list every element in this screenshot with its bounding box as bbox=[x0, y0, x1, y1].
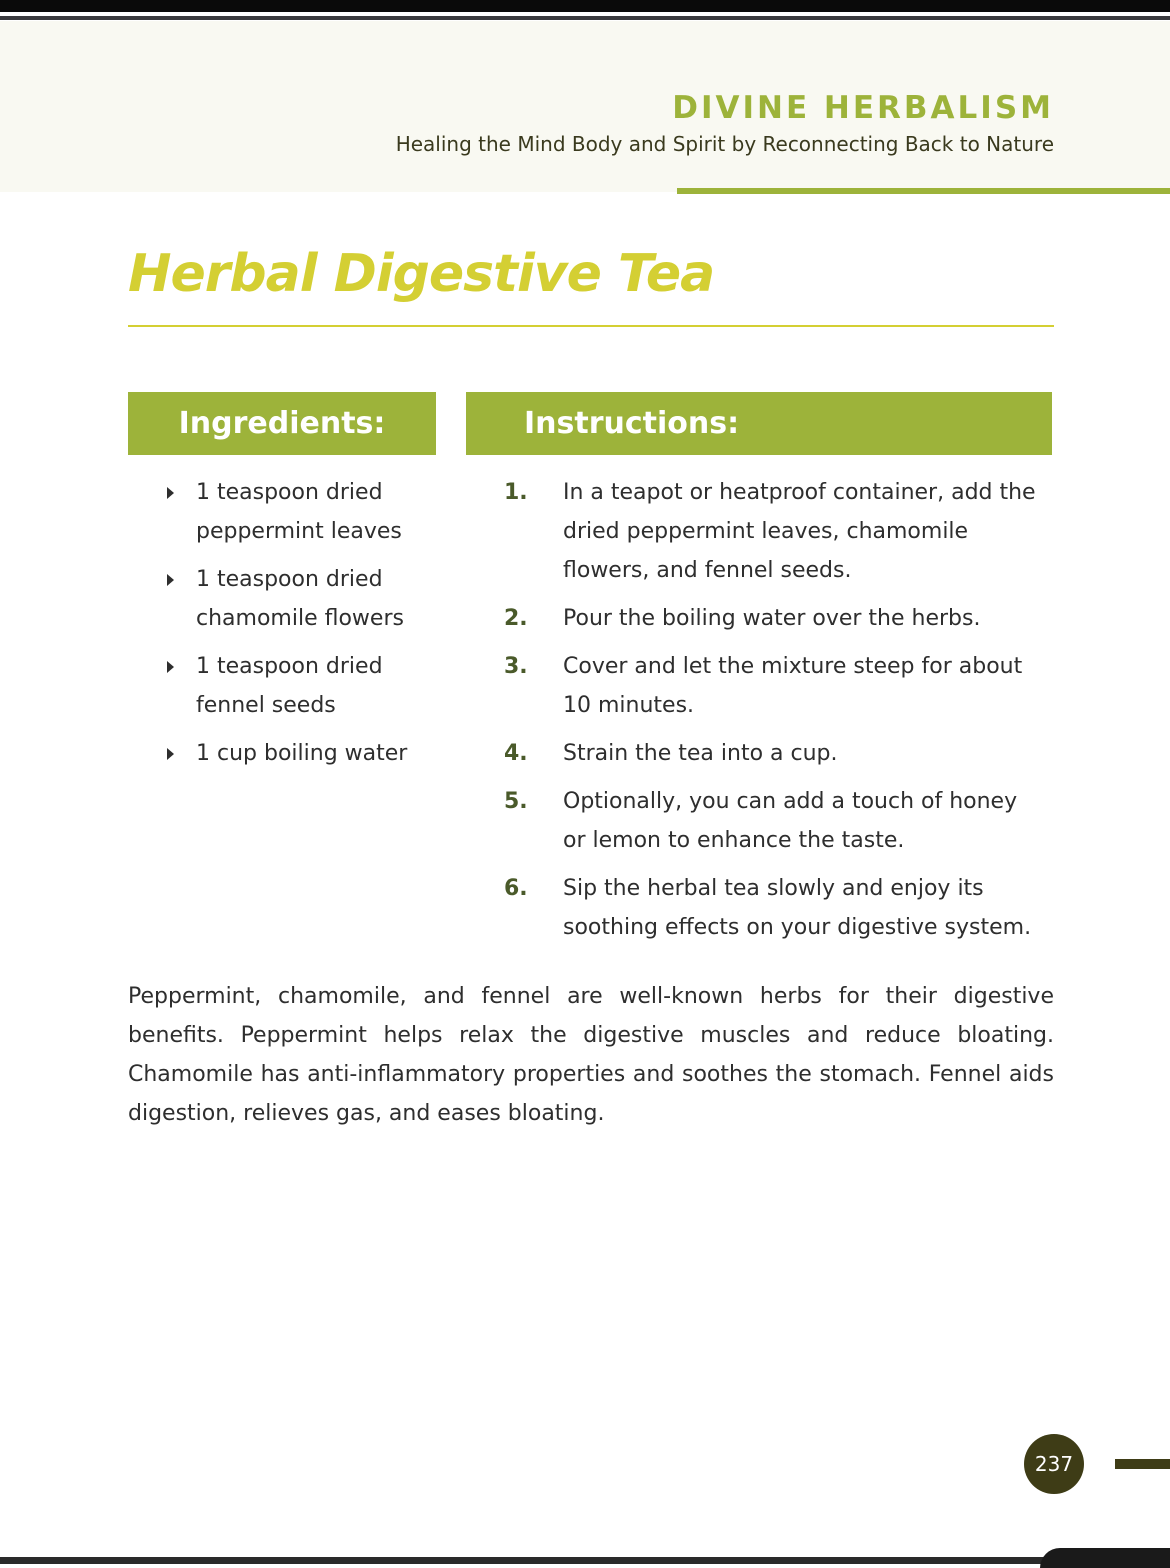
ingredient-item: 1 teaspoon dried peppermint leaves bbox=[163, 473, 433, 551]
ingredient-item: 1 teaspoon dried fennel seeds bbox=[163, 647, 433, 725]
instruction-step: 4. Strain the tea into a cup. bbox=[504, 741, 838, 766]
ingredients-heading: Ingredients: bbox=[128, 392, 436, 455]
bullet-arrow-icon bbox=[167, 661, 174, 673]
page-number: 237 bbox=[1024, 1434, 1084, 1494]
instructions-list bbox=[504, 473, 1044, 956]
bottom-bar bbox=[0, 1557, 1170, 1564]
instructions-heading: Instructions: bbox=[466, 392, 1052, 455]
brand-title: DIVINE HERBALISM bbox=[672, 90, 1054, 126]
brand-tagline: Healing the Mind Body and Spirit by Reconnecting Back to Nature bbox=[395, 132, 1054, 156]
top-bar bbox=[0, 0, 1170, 12]
instruction-step: 1. In a teapot or heatproof container, add the dried peppermint leaves, chamomile flowers, and fennel seeds. bbox=[504, 480, 1036, 583]
bullet-arrow-icon bbox=[167, 748, 174, 760]
bullet-arrow-icon bbox=[167, 574, 174, 586]
ingredients-list bbox=[163, 473, 433, 782]
instruction-step: 3. Cover and let the mixture steep for about 10 minutes. bbox=[504, 654, 1023, 718]
bullet-arrow-icon bbox=[167, 487, 174, 499]
description-paragraph: Peppermint, chamomile, and fennel are well-known herbs for their digestive benefits. Peppermint helps relax the digestive muscles and reduce bloating. Chamomile has anti-inflammatory properties and soothes the stomach. Fennel aids digestion, relieves gas, and eases bloating. bbox=[128, 984, 1054, 1126]
bottom-tab bbox=[1040, 1548, 1170, 1568]
ingredient-item: 1 cup boiling water bbox=[163, 734, 433, 773]
instruction-step: 5. Optionally, you can add a touch of honey or lemon to enhance the taste. bbox=[504, 789, 1018, 853]
title-divider bbox=[128, 325, 1054, 327]
header-accent-line bbox=[677, 188, 1170, 194]
recipe-title: Herbal Digestive Tea bbox=[128, 244, 715, 304]
top-bar-line bbox=[0, 16, 1170, 20]
page-number-line bbox=[1115, 1459, 1170, 1469]
instruction-step: 6. Sip the herbal tea slowly and enjoy its soothing effects on your digestive system. bbox=[504, 876, 1032, 940]
instruction-step: 2. Pour the boiling water over the herbs. bbox=[504, 606, 981, 631]
ingredient-item: 1 teaspoon dried chamomile flowers bbox=[163, 560, 433, 638]
